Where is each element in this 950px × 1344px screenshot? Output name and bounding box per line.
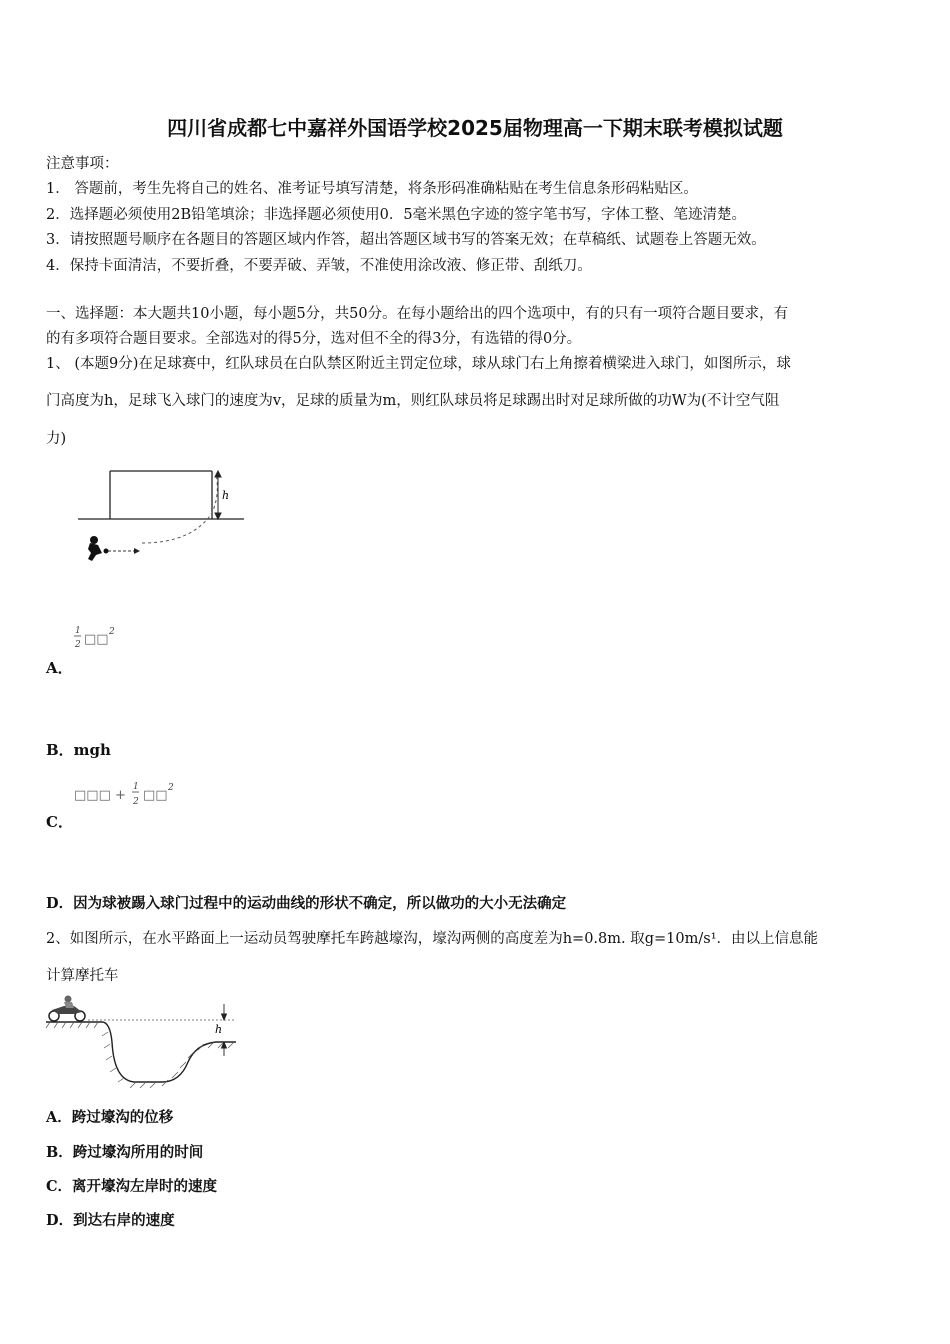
option-c-symbols: □□ bbox=[143, 788, 168, 803]
option-c-numerator: 1 bbox=[133, 782, 139, 792]
q2-option-a-text: A．跨过壕沟的位移 bbox=[46, 1109, 174, 1126]
question-1-line-2: 门高度为h，足球飞入球门的速度为v，足球的质量为m，则红队球员将足球踢出时对足球所做的功W为(不计空气阻 bbox=[46, 393, 780, 409]
ditch-profile bbox=[46, 1022, 236, 1082]
arrow-head bbox=[134, 548, 140, 554]
option-c-denominator: 2 bbox=[133, 797, 139, 807]
ball-trajectory bbox=[142, 473, 217, 543]
q2-option-c[interactable] bbox=[46, 1175, 217, 1196]
height-arrow bbox=[215, 471, 221, 519]
option-a-formula bbox=[72, 622, 132, 656]
q2-option-a[interactable] bbox=[46, 1106, 173, 1127]
q2-option-d-text: D．到达右岸的速度 bbox=[46, 1212, 175, 1229]
notice-item-2: 2．选择题必须使用2B铅笔填涂；非选择题必须使用0．5毫米黑色字迹的签字笔书写，字体工整、笔迹清楚。 bbox=[46, 207, 747, 223]
notice-item-4: 4．保持卡面清洁，不要折叠，不要弄破、弄皱，不准使用涂改液、修正带、刮纸刀。 bbox=[46, 258, 592, 274]
option-c-formula bbox=[72, 778, 192, 812]
question-2-figure bbox=[44, 992, 244, 1092]
motorcycle-icon bbox=[49, 996, 85, 1022]
option-a-numerator: 1 bbox=[75, 626, 81, 636]
q2-option-b[interactable] bbox=[46, 1141, 203, 1162]
option-c-label[interactable]: C． bbox=[46, 813, 73, 831]
q2-option-c-text: C．离开壕沟左岸时的速度 bbox=[46, 1178, 218, 1195]
ground-hatching bbox=[46, 1022, 234, 1088]
option-d-text[interactable] bbox=[46, 892, 566, 913]
option-a-exponent: 2 bbox=[109, 627, 115, 637]
option-c-symbols-pre: □□□ + bbox=[74, 788, 126, 803]
option-a-label[interactable]: A． bbox=[46, 659, 73, 677]
q2-option-d[interactable] bbox=[46, 1209, 175, 1230]
height-label: h bbox=[215, 1023, 223, 1036]
page-title: 四川省成都七中嘉祥外国语学校2025届物理高一下期末联考模拟试题 bbox=[167, 116, 783, 140]
option-b-label[interactable]: B．mgh bbox=[46, 741, 111, 759]
section-intro-line-2: 的有多项符合题目要求。全部选对的得5分，选对但不全的得3分，有选错的得0分。 bbox=[46, 331, 582, 347]
goal-frame bbox=[110, 471, 212, 519]
question-2-line-1: 2、如图所示，在水平路面上一运动员驾驶摩托车跨越壕沟，壕沟两侧的高度差为h=0.8m. 取g=10m/s¹．由以上信息能 bbox=[46, 931, 819, 947]
notice-item-3: 3．请按照题号顺序在各题目的答题区域内作答，超出答题区域书写的答案无效；在草稿纸、试题卷上答题无效。 bbox=[46, 232, 766, 248]
option-a-symbols: □□ bbox=[84, 632, 109, 647]
section-intro-line-1: 一、选择题：本大题共10小题，每小题5分，共50分。在每小题给出的四个选项中，有的只有一项符合题目要求，有 bbox=[46, 306, 789, 322]
height-arrow bbox=[222, 1004, 227, 1056]
question-1-figure bbox=[72, 465, 252, 575]
question-1-line-3: 力) bbox=[46, 431, 67, 447]
kicker-figure bbox=[88, 536, 109, 561]
question-1-line-1: 1、 (本题9分)在足球赛中，红队球员在白队禁区附近主罚定位球，球从球门右上角擦着横梁进入球门，如图所示，球 bbox=[46, 356, 791, 372]
question-2-line-2: 计算摩托车 bbox=[46, 968, 119, 984]
notice-heading: 注意事项： bbox=[46, 156, 119, 172]
q2-option-b-text: B．跨过壕沟所用的时间 bbox=[46, 1144, 204, 1161]
option-c-exponent: 2 bbox=[168, 783, 174, 793]
height-label: h bbox=[222, 489, 230, 502]
notice-item-1: 1． 答题前，考生先将自己的姓名、准考证号填写清楚，将条形码准确粘贴在考生信息条形码粘贴区。 bbox=[46, 181, 698, 197]
option-a-denominator: 2 bbox=[75, 640, 81, 650]
option-d-label: D．因为球被踢入球门过程中的运动曲线的形状不确定，所以做功的大小无法确定 bbox=[46, 895, 567, 912]
